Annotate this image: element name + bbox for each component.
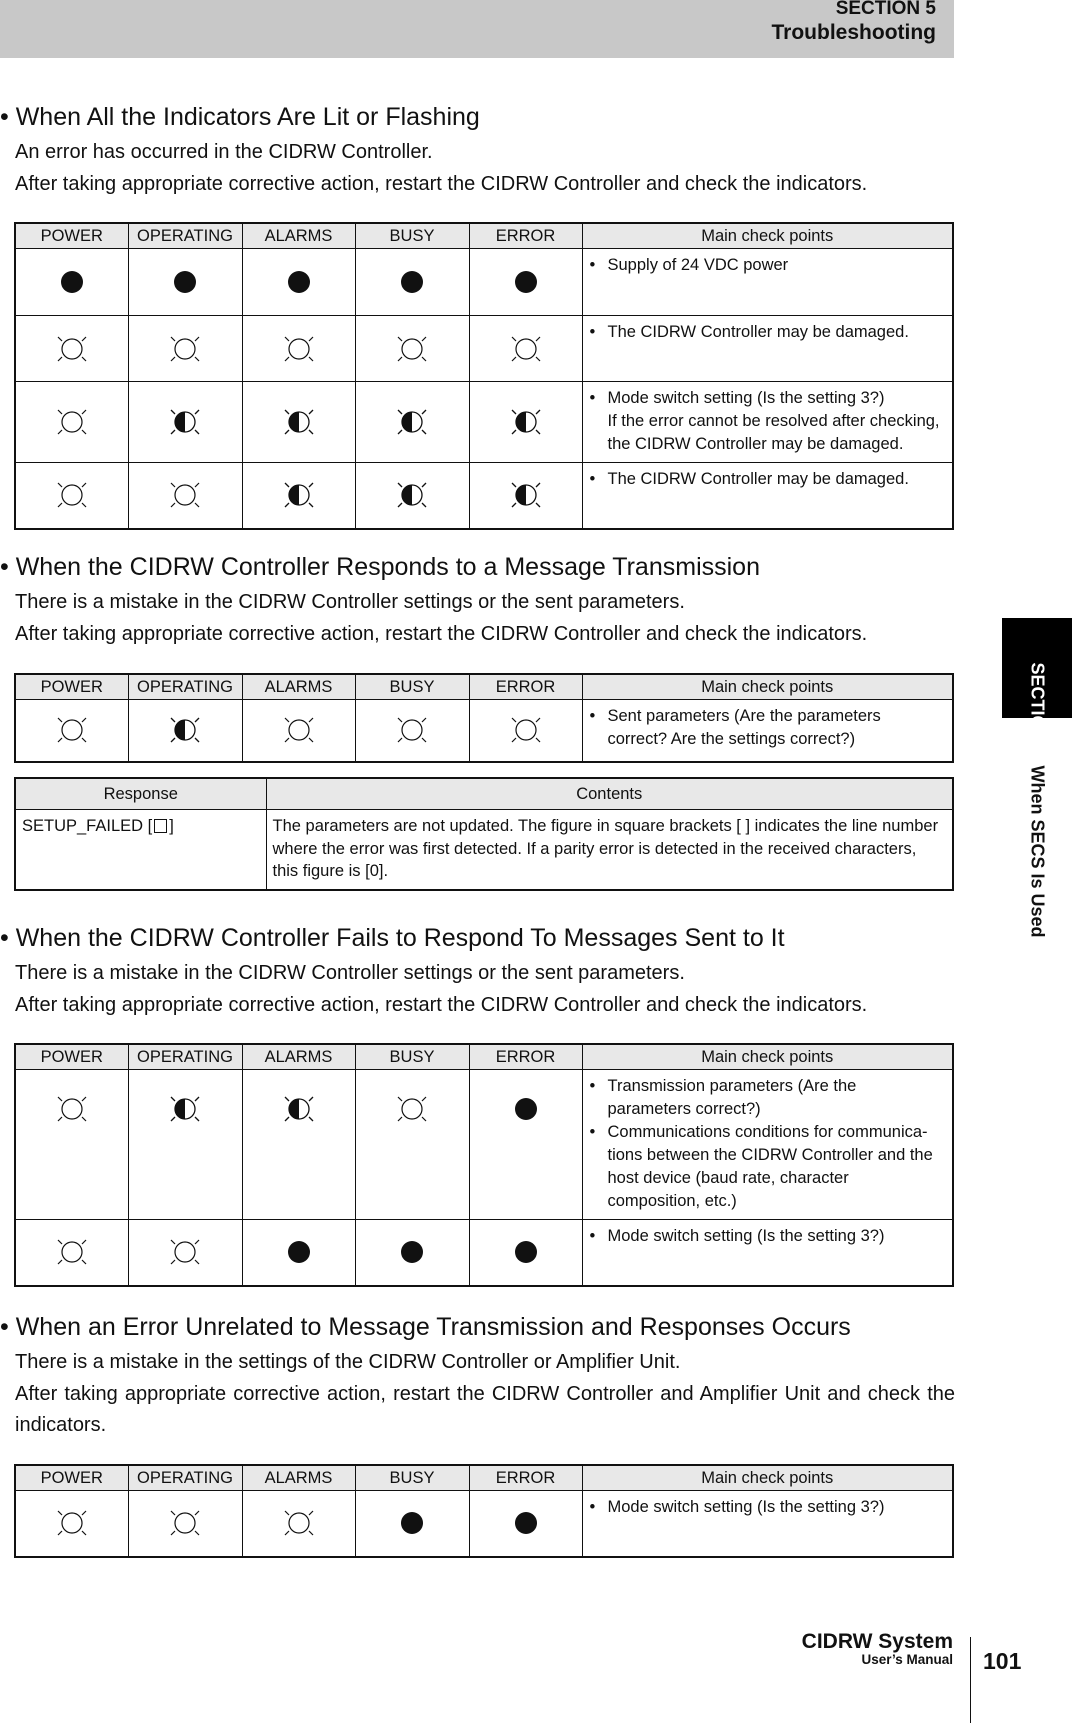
section-description xyxy=(15,1347,955,1442)
check-points xyxy=(582,700,953,762)
off-indicator-icon xyxy=(243,331,355,367)
col-busy: BUSY xyxy=(355,1044,469,1070)
col-main-check-points: Main check points xyxy=(582,223,953,249)
table-row xyxy=(15,249,953,316)
col-power: POWER xyxy=(15,223,128,249)
section-heading: • When the CIDRW Controller Responds to a Message Transmission xyxy=(0,553,760,581)
lit-indicator-icon xyxy=(243,1234,355,1270)
description-line: After taking appropriate corrective action, restart the CIDRW Controller and check the indicators. xyxy=(15,993,868,1016)
check-points xyxy=(582,463,953,529)
indicator-table xyxy=(14,1464,954,1558)
check-point: • Supply of 24 VDC power xyxy=(589,254,945,277)
off-indicator-icon xyxy=(243,712,355,748)
col-power: POWER xyxy=(15,1465,128,1491)
check-point: • Sent parameters (Are the parameters correct? Are the settings correct?) xyxy=(589,705,945,751)
off-indicator-icon xyxy=(16,712,128,748)
col-main-check-points: Main check points xyxy=(582,1465,953,1491)
indicator-cell xyxy=(355,316,469,382)
response-code-end: ] xyxy=(169,817,174,835)
off-indicator-icon xyxy=(356,1091,469,1127)
side-tab-text xyxy=(1027,662,1048,937)
check-points xyxy=(582,316,953,382)
col-error: ERROR xyxy=(469,674,582,700)
section-heading: • When All the Indicators Are Lit or Flashing xyxy=(0,103,480,131)
off-indicator-icon xyxy=(470,331,582,367)
response-table xyxy=(14,777,954,891)
indicator-table xyxy=(14,1043,954,1287)
indicator-cell xyxy=(355,1070,469,1220)
lit-indicator-icon xyxy=(470,1505,582,1541)
off-indicator-icon xyxy=(129,1234,242,1270)
indicator-cell xyxy=(242,463,355,529)
table-row xyxy=(15,316,953,382)
response-code: SETUP_FAILED [ xyxy=(22,817,153,835)
check-point: • Transmission parameters (Are the parameters correct?) xyxy=(589,1075,945,1121)
section-description xyxy=(15,958,867,1021)
indicator-cell xyxy=(242,700,355,762)
indicator-cell xyxy=(469,700,582,762)
lit-indicator-icon xyxy=(470,1234,582,1270)
page-header xyxy=(0,0,954,58)
indicator-cell xyxy=(242,249,355,316)
check-points xyxy=(582,1220,953,1286)
section-heading: • When an Error Unrelated to Message Transmission and Responses Occurs xyxy=(0,1313,851,1341)
section-description xyxy=(15,587,867,650)
off-indicator-icon xyxy=(356,331,469,367)
indicator-cell xyxy=(355,463,469,529)
off-indicator-icon xyxy=(16,477,128,513)
table-row xyxy=(15,463,953,529)
indicator-table xyxy=(14,673,954,763)
col-error: ERROR xyxy=(469,223,582,249)
check-points xyxy=(582,249,953,316)
description-line: There is a mistake in the settings of the CIDRW Controller or Amplifier Unit. xyxy=(15,1351,681,1373)
table-row xyxy=(15,382,953,463)
col-error: ERROR xyxy=(469,1465,582,1491)
indicator-cell xyxy=(128,316,242,382)
indicator-cell xyxy=(128,700,242,762)
col-power: POWER xyxy=(15,1044,128,1070)
indicator-cell xyxy=(355,1220,469,1286)
off-indicator-icon xyxy=(16,1091,128,1127)
flashing-indicator-icon xyxy=(470,477,582,513)
off-indicator-icon xyxy=(16,404,128,440)
check-point: • The CIDRW Controller may be damaged. xyxy=(589,468,945,491)
page-number: 101 xyxy=(983,1648,1022,1674)
response-cell xyxy=(15,810,266,890)
indicator-cell xyxy=(128,1070,242,1220)
col-power: POWER xyxy=(15,674,128,700)
off-indicator-icon xyxy=(16,1234,128,1270)
table-row xyxy=(15,1070,953,1220)
contents-cell: The parameters are not updated. The figure in square brackets [ ] indicates the line number where the error was first detected. If a parity error is detected in the received characters, this figure is [0]. xyxy=(266,810,953,890)
flashing-indicator-icon xyxy=(243,1091,355,1127)
indicator-cell xyxy=(242,316,355,382)
indicator-table xyxy=(14,222,954,530)
indicator-cell xyxy=(469,1491,582,1557)
col-busy: BUSY xyxy=(355,674,469,700)
off-indicator-icon xyxy=(129,477,242,513)
description-line: After taking appropriate corrective action, restart the CIDRW Controller and Amplifier Unit and check the indicators. xyxy=(15,1382,955,1436)
col-alarms: ALARMS xyxy=(242,1044,355,1070)
section-description xyxy=(15,137,867,200)
off-indicator-icon xyxy=(129,331,242,367)
flashing-indicator-icon xyxy=(243,477,355,513)
col-error: ERROR xyxy=(469,1044,582,1070)
off-indicator-icon xyxy=(129,1505,242,1541)
off-indicator-icon xyxy=(16,331,128,367)
lit-indicator-icon xyxy=(16,264,128,300)
square-placeholder-icon xyxy=(154,819,167,833)
indicator-cell xyxy=(15,249,128,316)
indicator-cell xyxy=(128,1220,242,1286)
col-operating: OPERATING xyxy=(128,674,242,700)
side-tab-section: SECTION 5 xyxy=(1027,662,1048,758)
footer-divider xyxy=(970,1637,971,1723)
flashing-indicator-icon xyxy=(129,1091,242,1127)
lit-indicator-icon xyxy=(356,1505,469,1541)
flashing-indicator-icon xyxy=(243,404,355,440)
check-point: • Mode switch setting (Is the setting 3?) xyxy=(589,1496,945,1519)
indicator-cell xyxy=(469,463,582,529)
off-indicator-icon xyxy=(470,712,582,748)
col-response: Response xyxy=(15,778,266,810)
indicator-cell xyxy=(469,1070,582,1220)
flashing-indicator-icon xyxy=(356,404,469,440)
indicator-cell xyxy=(128,382,242,463)
indicator-cell xyxy=(469,316,582,382)
col-alarms: ALARMS xyxy=(242,674,355,700)
section-heading: • When the CIDRW Controller Fails to Respond To Messages Sent to It xyxy=(0,924,785,952)
col-operating: OPERATING xyxy=(128,223,242,249)
lit-indicator-icon xyxy=(356,1234,469,1270)
lit-indicator-icon xyxy=(356,264,469,300)
col-operating: OPERATING xyxy=(128,1465,242,1491)
indicator-cell xyxy=(128,463,242,529)
table-row xyxy=(15,700,953,762)
lit-indicator-icon xyxy=(129,264,242,300)
description-line: After taking appropriate corrective action, restart the CIDRW Controller and check the indicators. xyxy=(15,172,868,195)
indicator-cell xyxy=(128,249,242,316)
indicator-cell xyxy=(242,1491,355,1557)
lit-indicator-icon xyxy=(470,1091,582,1127)
table-row xyxy=(15,810,953,890)
col-alarms: ALARMS xyxy=(242,223,355,249)
indicator-cell xyxy=(242,1220,355,1286)
flashing-indicator-icon xyxy=(129,712,242,748)
header-title: Troubleshooting xyxy=(771,21,936,44)
indicator-cell xyxy=(355,249,469,316)
indicator-cell xyxy=(355,382,469,463)
check-point: • The CIDRW Controller may be damaged. xyxy=(589,321,945,344)
check-point: • Mode switch setting (Is the setting 3?) xyxy=(589,1225,945,1248)
col-main-check-points: Main check points xyxy=(582,1044,953,1070)
check-points xyxy=(582,1491,953,1557)
flashing-indicator-icon xyxy=(129,404,242,440)
flashing-indicator-icon xyxy=(470,404,582,440)
col-contents: Contents xyxy=(266,778,953,810)
side-tab-title: When SECS Is Used xyxy=(1027,765,1048,938)
indicator-cell xyxy=(15,1491,128,1557)
col-alarms: ALARMS xyxy=(242,1465,355,1491)
check-point-note: If the error cannot be resolved after checking, the CIDRW Controller may be damaged. xyxy=(607,412,940,453)
description-line: There is a mistake in the CIDRW Controller settings or the sent parameters. xyxy=(15,591,685,613)
description-line: There is a mistake in the CIDRW Controller settings or the sent parameters. xyxy=(15,962,685,984)
lit-indicator-icon xyxy=(470,264,582,300)
check-points xyxy=(582,382,953,463)
check-point: • Mode switch setting (Is the setting 3?) xyxy=(589,387,945,410)
col-busy: BUSY xyxy=(355,223,469,249)
indicator-cell xyxy=(355,1491,469,1557)
indicator-cell xyxy=(469,382,582,463)
header-section: SECTION 5 xyxy=(835,0,936,19)
indicator-cell xyxy=(15,1220,128,1286)
description-line: An error has occurred in the CIDRW Controller. xyxy=(15,141,433,163)
indicator-cell xyxy=(355,700,469,762)
indicator-cell xyxy=(128,1491,242,1557)
footer-product: CIDRW System xyxy=(801,1630,953,1653)
indicator-cell xyxy=(469,1220,582,1286)
flashing-indicator-icon xyxy=(356,477,469,513)
indicator-cell xyxy=(242,382,355,463)
col-operating: OPERATING xyxy=(128,1044,242,1070)
description-line: After taking appropriate corrective action, restart the CIDRW Controller and check the indicators. xyxy=(15,622,868,645)
off-indicator-icon xyxy=(243,1505,355,1541)
col-busy: BUSY xyxy=(355,1465,469,1491)
indicator-cell xyxy=(469,249,582,316)
off-indicator-icon xyxy=(356,712,469,748)
indicator-cell xyxy=(242,1070,355,1220)
indicator-cell xyxy=(15,1070,128,1220)
indicator-cell xyxy=(15,463,128,529)
check-points xyxy=(582,1070,953,1220)
col-main-check-points: Main check points xyxy=(582,674,953,700)
indicator-cell xyxy=(15,700,128,762)
table-row xyxy=(15,1220,953,1286)
check-point: • Communications conditions for communica-tions between the CIDRW Controller and the host device (baud rate, character composition, etc.) xyxy=(589,1121,945,1213)
indicator-cell xyxy=(15,382,128,463)
indicator-cell xyxy=(15,316,128,382)
lit-indicator-icon xyxy=(243,264,355,300)
footer-manual: User’s Manual xyxy=(861,1652,953,1667)
off-indicator-icon xyxy=(16,1505,128,1541)
table-row xyxy=(15,1491,953,1557)
